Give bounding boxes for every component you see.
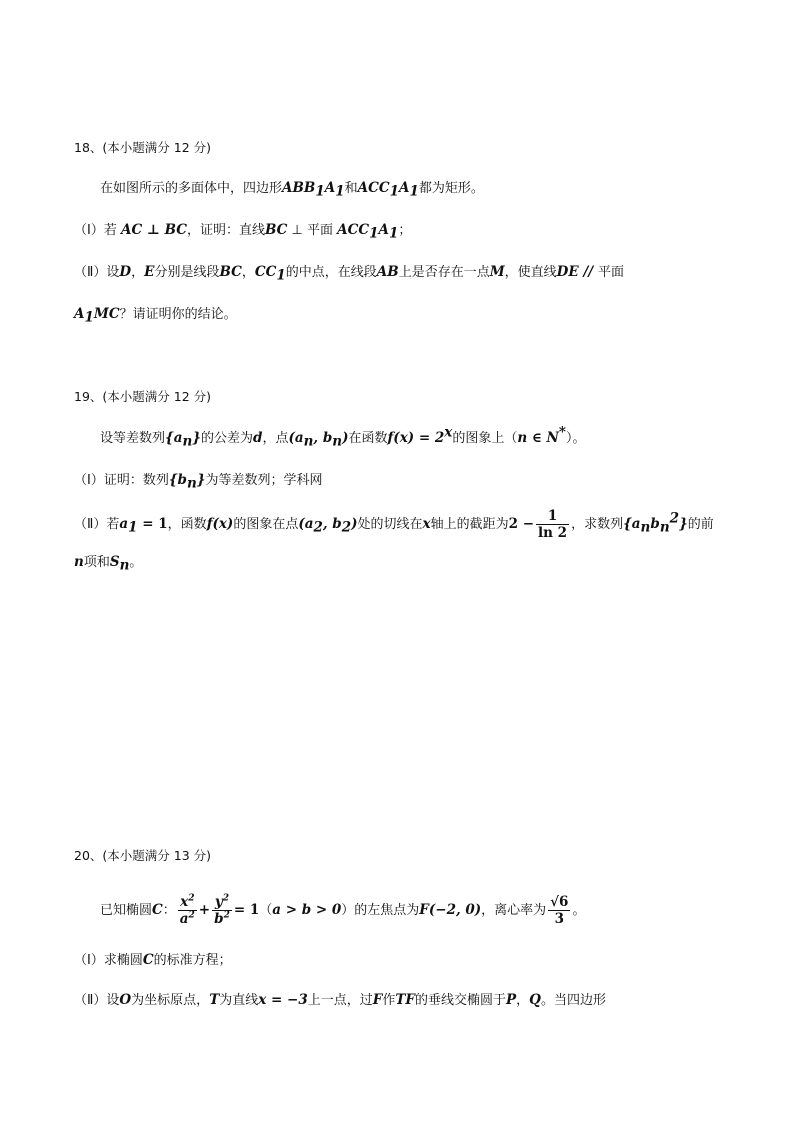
q19-part2: （Ⅱ）若$a_1 = 1$，函数f(x)的图象在点($a_2$, $b_2$)处的切线在x轴上的截距为2 − $\frac{1}{\ln 2}$ ，求数列$\{a_nb_n^2\}$的前: [74, 508, 714, 541]
q20-header: 20、(本小题满分 13 分): [74, 848, 212, 863]
q20-part1: （Ⅰ）求椭圆C的标准方程；: [74, 952, 232, 968]
fraction-y2-over-b2: $\frac{y^2}{b^2}$: [214, 893, 230, 927]
q19-header: 19、(本小题满分 12 分): [74, 389, 212, 404]
q20-part2: （Ⅱ）设O为坐标原点，T为直线x = −3上一点，过F作TF的垂线交椭圆于P，Q。当四边形: [74, 992, 606, 1008]
fraction-1-over-ln2: $\frac{1}{\ln 2}$: [538, 508, 568, 541]
q18-intro: 在如图所示的多面体中，四边形$ABB_1A_1$和$ACC_1A_1$都为矩形。: [100, 180, 484, 200]
q19-intro: 设等差数列$\{a_n\}$的公差为d，点($a_n$, $b_n$)在函数$f(x) = 2^x$的图象上（n ∈ N*）。: [100, 424, 586, 450]
q18-part2-cont: $A_1MC$？请证明你的结论。: [74, 306, 237, 326]
q19-part2-cont: n项和$S_n$。: [74, 554, 143, 574]
q18-part1: （Ⅰ）若 AC ⊥ BC，证明：直线BC ⊥ 平面 $ACC_1A_1$；: [74, 222, 412, 242]
q20-intro: 已知椭圆C： $\frac{x^2}{a^2}$ + $\frac{y^2}{b^2}$ = 1（a > b > 0）的左焦点为F(−2, 0)，离心率为 $\frac{√6}{3}$ 。: [100, 893, 586, 927]
q19-part1: （Ⅰ）证明：数列$\{b_n\}$为等差数列；学科网: [74, 472, 323, 492]
fraction-x2-over-a2: $\frac{x^2}{a^2}$: [179, 893, 195, 927]
fraction-sqrt6-over-3: $\frac{√6}{3}$: [550, 894, 569, 927]
q18-part2: （Ⅱ）设D，E分别是线段BC，$CC_1$的中点，在线段AB上是否存在一点M，使直线DE // 平面: [74, 264, 624, 284]
q18-header: 18、(本小题满分 12 分): [74, 140, 212, 155]
